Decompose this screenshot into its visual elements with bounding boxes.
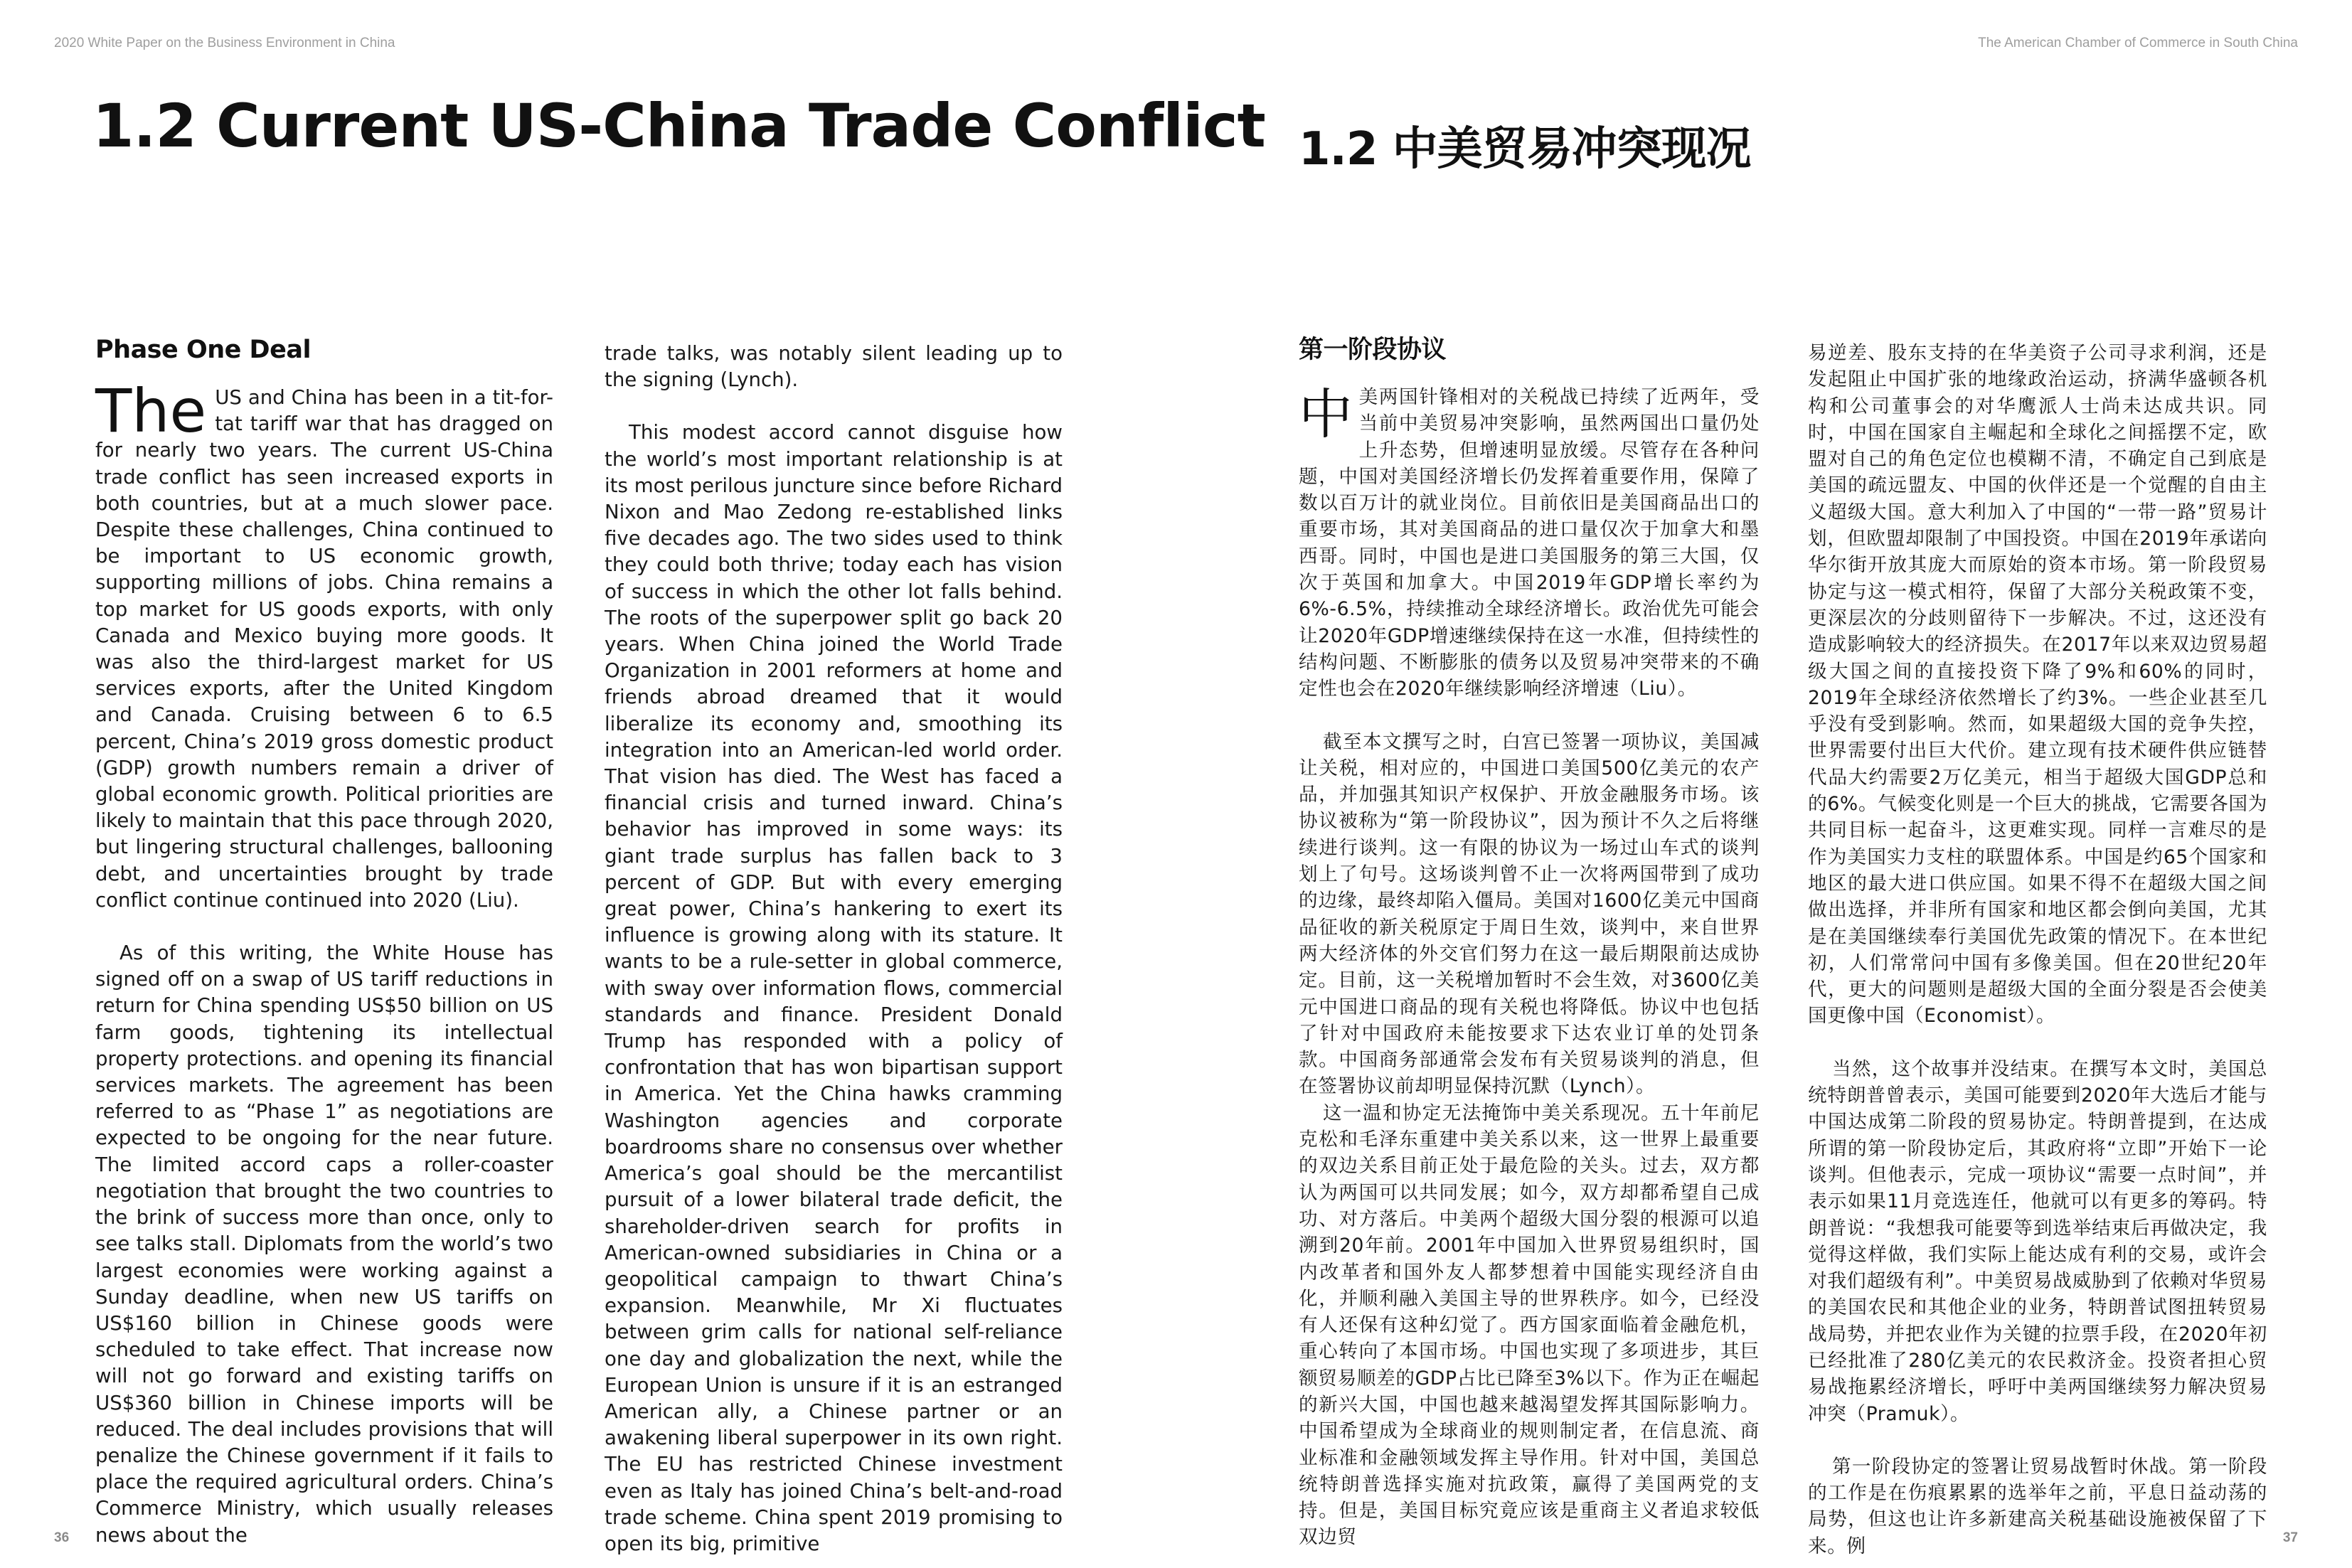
english-paragraph-2: As of this writing, the White House has signed off on a swap of US tariff reductions in return for China spending US$50 billion on US farm goods, tightening its intellectual property protections. and opening its financial services markets. The agreement has been referred to as “Phase 1” as negotiations are expected to be ongoing for the near future. The limited accord caps a roller-coaster negotiation that brought the two countries to the brink of success more than once, only to see talks stall. Diplomats from the world’s two largest economies were working against a Sunday deadline, when new US tariffs on US$160 billion in Chinese goods were scheduled to take effect. That increase now will not go forward and existing tariffs on US$360 billion in Chinese imports will be reduced. The deal includes provisions that will penalize the Chinese government if it fails to place the required agricultural orders. China’s Commerce Ministry, which usually releases news about the	[95, 941, 553, 1547]
section-heading-english: Phase One Deal	[95, 336, 311, 364]
english-column-2	[605, 340, 1063, 1557]
chinese-paragraph-5: 当然，这个故事并没结束。在撰写本文时，美国总统特朗普曾表示，美国可能要到2020年大选后才能与中国达成第二阶段的贸易协定。特朗普提到，在达成所谓的第一阶段协定后，其政府将“立即”开始下一论谈判。但他表示，完成一项协议“需要一点时间”，并表示如果11月竞选连任，他就可以有更多的筹码。特朗普说：“我想我可能要等到选举结束后再做决定，我觉得这样做，我们实际上能达成有利的交易，或许会对我们超级有利”。中美贸易战威胁到了依赖对华贸易的美国农民和其他企业的业务，特朗普试图扭转贸易战局势，并把农业作为关键的拉票手段，在2020年初已经批准了280亿美元的农民救济金。投资者担心贸易战拖累经济增长，呼吁中美两国继续努力解决贸易冲突（Pramuk）。	[1808, 1057, 2267, 1425]
running-header-left: 2020 White Paper on the Business Environment in China	[54, 36, 395, 50]
english-paragraph-1	[95, 376, 553, 913]
chinese-paragraph-2: 截至本文撰写之时，白宫已签署一项协议，美国减让关税，相对应的，中国进口美国500亿美元的农产品，并加强其知识产权保护、开放金融服务市场。该协议被称为“第一阶段协议”，因为预计不久之后将继续进行谈判。这一有限的协议为一场过山车式的谈判划上了句号。这场谈判曾不止一次将两国带到了成功的边缘，最终却陷入僵局。美国对1600亿美元中国商品征收的新关税原定于周日生效，谈判中，来自世界两大经济体的外交官们努力在这一最后期限前达成协定。目前，这一关税增加暂时不会生效，对3600亿美元中国进口商品的现有关税也将降低。协议中也包括了针对中国政府未能按要求下达农业订单的处罚条款。中国商务部通常会发布有关贸易谈判的消息，但在签署协议前却明显保持沉默（Lynch）。	[1299, 730, 1760, 1098]
english-column-1	[95, 334, 553, 1548]
english-paragraph-3: trade talks, was notably silent leading up to the signing (Lynch).	[605, 341, 1063, 392]
chinese-column-2	[1808, 340, 2267, 1559]
chinese-paragraph-1	[1299, 384, 1760, 703]
page-title-english: 1.2 Current US-China Trade Conflict	[92, 91, 1265, 161]
running-header-right: The American Chamber of Commerce in South China	[1978, 36, 2298, 50]
page-number-left: 36	[54, 1530, 70, 1545]
chinese-paragraph-6: 第一阶段协定的签署让贸易战暂时休战。第一阶段的工作是在伤痕累累的选举年之前，平息日益动荡的局势，但这也让许多新建高关税基础设施被保留了下来。例	[1808, 1455, 2267, 1557]
drop-cap-english: The	[95, 376, 207, 446]
section-heading-chinese: 第一阶段协议	[1299, 336, 1447, 364]
page-title-chinese: 1.2 中美贸易冲突现况	[1299, 123, 1751, 176]
page-number-right: 37	[2282, 1530, 2298, 1545]
chinese-paragraph-3: 这一温和协定无法掩饰中美关系现况。五十年前尼克松和毛泽东重建中美关系以来，这一世界上最重要的双边关系目前正处于最危险的关头。过去，双方都认为两国可以共同发展；如今，双方却都希望自己成功、对方落后。中美两个超级大国分裂的根源可以追溯到20年前。2001年中国加入世界贸易组织时，国内改革者和国外友人都梦想着中国能实现经济自由化，并顺利融入美国主导的世界秩序。如今，已经没有人还保有这种幻觉了。西方国家面临着金融危机，重心转向了本国市场。中国也实现了多项进步，其巨额贸易顺差的GDP占比已降至3%以下。作为正在崛起的新兴大国，中国也越来越渴望发挥其国际影响力。中国希望成为全球商业的规则制定者，在信息流、商业标准和金融领域发挥主导作用。针对中国，美国总统特朗普选择实施对抗政策，赢得了美国两党的支持。但是，美国目标究竟应该是重商主义者追求较低双边贸	[1299, 1102, 1760, 1549]
english-paragraph-1-text: US and China has been in a tit-for-tat tariff war that has dragged on for nearly two years. The current US-China trade conflict has seen increased exports in both countries, but at a much slower pace. Despite these challenges, China continued to be important to US economic growth, supporting millions of jobs. China remains a top market for US goods exports, with only Canada and Mexico buying more goods. It was also the third-largest market for US services exports, after the United Kingdom and Canada. Cruising between 6 to 6.5 percent, China’s 2019 gross domestic product (GDP) growth numbers remain a driver of global economic growth. Political priorities are likely to maintain that this pace through 2020, but lingering structural challenges, ballooning debt, and uncertainties brought by trade conflict continue continued into 2020 (Liu).	[95, 385, 553, 912]
english-paragraph-4: This modest accord cannot disguise how the world’s most important relationship is at its most perilous juncture since before Richard Nixon and Mao Zedong re-established links five decades ago. The two sides used to think they could both thrive; today each has vision of success in which the other lot falls behind. The roots of the superpower split go back 20 years. When China joined the World Trade Organization in 2001 reformers at home and friends abroad dreamed that it would liberalize its economy and, smoothing its integration into an American-led world order. That vision has died. The West has faced a financial crisis and turned inward. China’s behavior has improved in some ways: its giant trade surplus has fallen back to 3 percent of GDP. But with every emerging great power, China’s hankering to exert its influence is growing along with its stature. It wants to be a rule-setter in global commerce, with sway over information flows, commercial standards and finance. President Donald Trump has responded with a policy of confrontation that has won bipartisan support in America. Yet the China hawks cramming Washington agencies and corporate boardrooms share no consensus over whether America’s goal should be the mercantilist pursuit of a lower bilateral trade deficit, the shareholder-driven search for profits in American-owned subsidiaries in China or a geopolitical campaign to thwart China’s expansion. Meanwhile, Mr Xi fluctuates between grim calls for national self-reliance one day and globalization the next, while the European Union is unsure if it is an estranged American ally, a Chinese partner or an awakening liberal superpower in its own right. The EU has restricted Chinese investment even as Italy has joined China’s belt-and-road trade scheme. China spent 2019 promising to open its big, primitive	[605, 420, 1063, 1555]
drop-cap-chinese: 中	[1299, 383, 1353, 446]
chinese-paragraph-4: 易逆差、股东支持的在华美资子公司寻求利润，还是发起阻止中国扩张的地缘政治运动，挤满华盛顿各机构和公司董事会的对华鹰派人士尚未达成共识。同时，中国在国家自主崛起和全球化之间摇摆不定，欧盟对自己的角色定位也模糊不清，不确定自己到底是美国的疏远盟友、中国的伙伴还是一个觉醒的自由主义超级大国。意大利加入了中国的“一带一路”贸易计划，但欧盟却限制了中国投资。中国在2019年承诺向华尔街开放其庞大而原始的资本市场。第一阶段贸易协定与这一模式相符，保留了大部分关税政策不变，更深层次的分歧则留待下一步解决。不过，这还没有造成影响较大的经济损失。在2017年以来双边贸易超级大国之间的直接投资下降了9%和60%的同时，2019年全球经济依然增长了约3%。一些企业甚至几乎没有受到影响。然而，如果超级大国的竞争失控，世界需要付出巨大代价。建立现有技术硬件供应链替代品大约需要2万亿美元，相当于超级大国GDP总和的6%。气候变化则是一个巨大的挑战，它需要各国为共同目标一起奋斗，这更难实现。同样一言难尽的是作为美国实力支柱的联盟体系。中国是约65个国家和地区的最大进口供应国。如果不得不在超级大国之间做出选择，并非所有国家和地区都会倒向美国，尤其是在美国继续奉行美国优先政策的情况下。在本世纪初，人们常常问中国有多像美国。但在20世纪20年代，更大的问题则是超级大国的全面分裂是否会使美国更像中国（Economist）。	[1808, 342, 2267, 1028]
chinese-column-1	[1299, 334, 1760, 1551]
chinese-paragraph-1-text: 美两国针锋相对的关税战已持续了近两年，受当前中美贸易冲突影响，虽然两国出口量仍处上升态势，但增速明显放缓。尽管存在各种问题，中国对美国经济增长仍发挥着重要作用，保障了数以百万计的就业岗位。目前依旧是美国商品出口的重要市场，其对美国商品的进口量仅次于加拿大和墨西哥。同时，中国也是进口美国服务的第三大国，仅次于英国和加拿大。中国2019年GDP增长率约为6%-6.5%，持续推动全球经济增长。政治优先可能会让2020年GDP增速继续保持在这一水准，但持续性的结构问题、不断膨胀的债务以及贸易冲突带来的不确定性也会在2020年继续影响经济增速（Liu）。	[1299, 386, 1760, 700]
